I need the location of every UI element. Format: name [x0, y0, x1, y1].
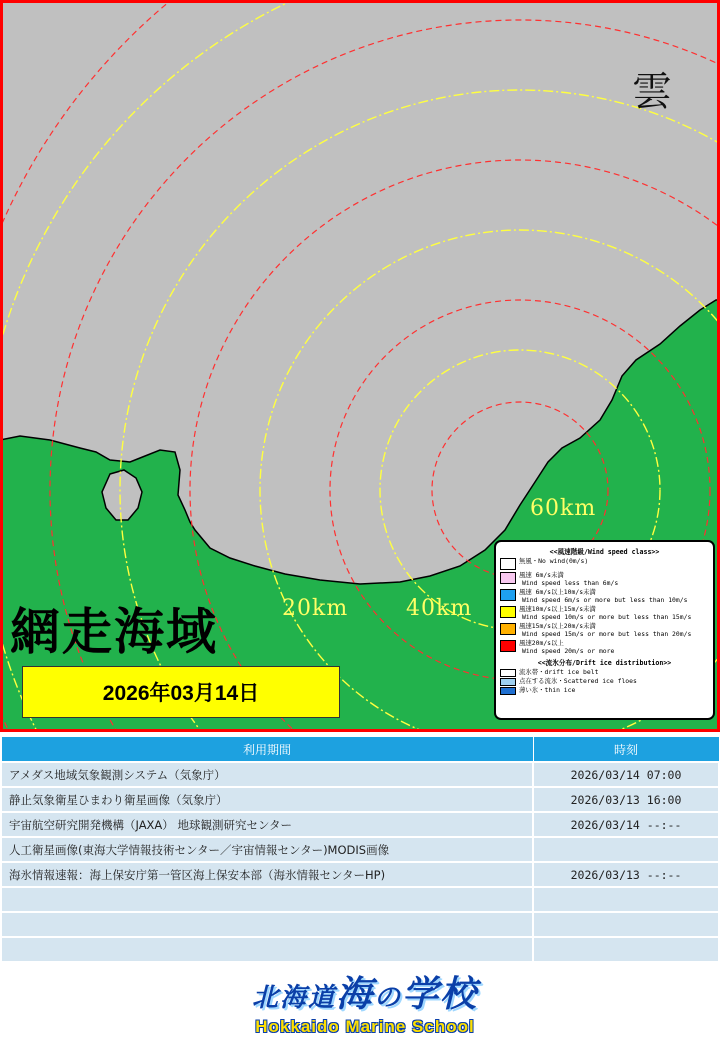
legend-ice-label: 流氷帯・drift ice belt — [519, 668, 599, 677]
legend-wind-label: 風速20m/s以上 — [519, 639, 564, 647]
data-source-table — [0, 736, 720, 963]
table-row — [1, 937, 719, 962]
source-cell: 海氷情報速報：海上保安庁第一管区海上保安本部（海氷情報センターHP) — [1, 862, 533, 887]
source-cell — [1, 912, 533, 937]
legend-wind-label-en: Wind speed 10m/s or more but less than 15m/s — [522, 612, 692, 621]
legend-ice-item — [500, 669, 709, 677]
table-row — [1, 887, 719, 912]
legend-wind-label: 風速15m/s以上20m/s未満 — [519, 622, 596, 630]
date-box — [22, 666, 340, 718]
logo-jp-no: の — [374, 983, 403, 1013]
legend-color-swatch — [500, 606, 516, 618]
time-cell — [533, 937, 719, 962]
header-source: 利用期間 — [1, 737, 533, 763]
legend-ice-header: <<流氷分布/Drift ice distribution>> — [537, 659, 672, 667]
source-cell: アメダス地域気象観測システム（気象庁） — [1, 762, 533, 787]
legend-wind-item — [500, 623, 709, 638]
legend-wind-item — [500, 589, 709, 604]
source-cell — [1, 887, 533, 912]
legend — [494, 540, 715, 720]
legend-wind-header: <<風速階級/Wind speed class>> — [549, 548, 660, 556]
table-row — [1, 837, 719, 862]
date-text: 2026年03月14日 — [102, 682, 260, 705]
logo-jp-left: 北海道 — [251, 983, 336, 1013]
legend-ice-item — [500, 687, 709, 695]
source-cell: 宇宙航空研究開発機構（JAXA） 地球観測研究センター — [1, 812, 533, 837]
table-row — [1, 787, 719, 812]
time-cell: 2026/03/14 --:-- — [533, 812, 719, 837]
legend-wind-label: 風速 6m/s以上10m/s未満 — [519, 588, 596, 596]
distance-label-20: 20km — [282, 596, 349, 621]
time-cell — [533, 837, 719, 862]
distance-label-40: 40km — [406, 596, 473, 621]
time-cell: 2026/03/13 16:00 — [533, 787, 719, 812]
source-cell — [1, 937, 533, 962]
time-cell: 2026/03/14 07:00 — [533, 762, 719, 787]
legend-color-swatch — [500, 640, 516, 652]
legend-color-swatch — [500, 572, 516, 584]
legend-wind-item — [500, 640, 709, 655]
legend-ice-item — [500, 678, 709, 686]
legend-color-swatch — [500, 669, 516, 677]
legend-wind-label: 風速10m/s以上15m/s未満 — [519, 605, 596, 613]
source-cell: 人工衛星画像(東海大学情報技術センター／宇宙情報センター)MODIS画像 — [1, 837, 533, 862]
legend-wind-label-en: Wind speed less than 6m/s — [522, 578, 619, 587]
time-cell — [533, 912, 719, 937]
logo-jp-main: 海 — [335, 973, 374, 1015]
legend-color-swatch — [500, 589, 516, 601]
legend-wind-label: 風速 6m/s未満 — [519, 571, 564, 579]
header-time: 時刻 — [533, 737, 719, 763]
source-cell: 静止気象衛星ひまわり衛星画像（気象庁） — [1, 787, 533, 812]
legend-color-swatch — [500, 623, 516, 635]
legend-wind-label: 無風・No wind(0m/s) — [519, 557, 589, 565]
time-cell — [533, 887, 719, 912]
hokkaido-marine-school-logo[interactable] — [230, 974, 500, 1038]
cloud-label: 雲 — [632, 69, 672, 115]
distance-label-60: 60km — [530, 496, 597, 521]
table-row — [1, 812, 719, 837]
table-row — [1, 762, 719, 787]
area-title: 網走海域 — [10, 602, 218, 661]
table-header-row — [1, 737, 719, 763]
legend-ice-label: 点在する流氷・Scattered ice floes — [519, 677, 637, 686]
legend-wind-item — [500, 606, 709, 621]
legend-color-swatch — [500, 678, 516, 686]
legend-color-swatch — [500, 687, 516, 695]
legend-wind-label-en: Wind speed 15m/s or more but less than 20m/s — [522, 629, 692, 638]
logo-japanese — [230, 974, 500, 1018]
logo-jp-right: 学校 — [402, 973, 479, 1015]
time-cell: 2026/03/13 --:-- — [533, 862, 719, 887]
legend-wind-label-en: Wind speed 20m/s or more — [522, 646, 615, 655]
legend-color-swatch — [500, 558, 516, 570]
logo-english: Hokkaido Marine School — [255, 1017, 475, 1036]
table-row — [1, 912, 719, 937]
table-row — [1, 862, 719, 887]
legend-wind-item — [500, 572, 709, 587]
legend-wind-item — [500, 558, 709, 570]
legend-wind-label-en: Wind speed 6m/s or more but less than 10m/s — [522, 595, 688, 604]
legend-ice-label: 薄い氷・thin ice — [519, 686, 576, 695]
